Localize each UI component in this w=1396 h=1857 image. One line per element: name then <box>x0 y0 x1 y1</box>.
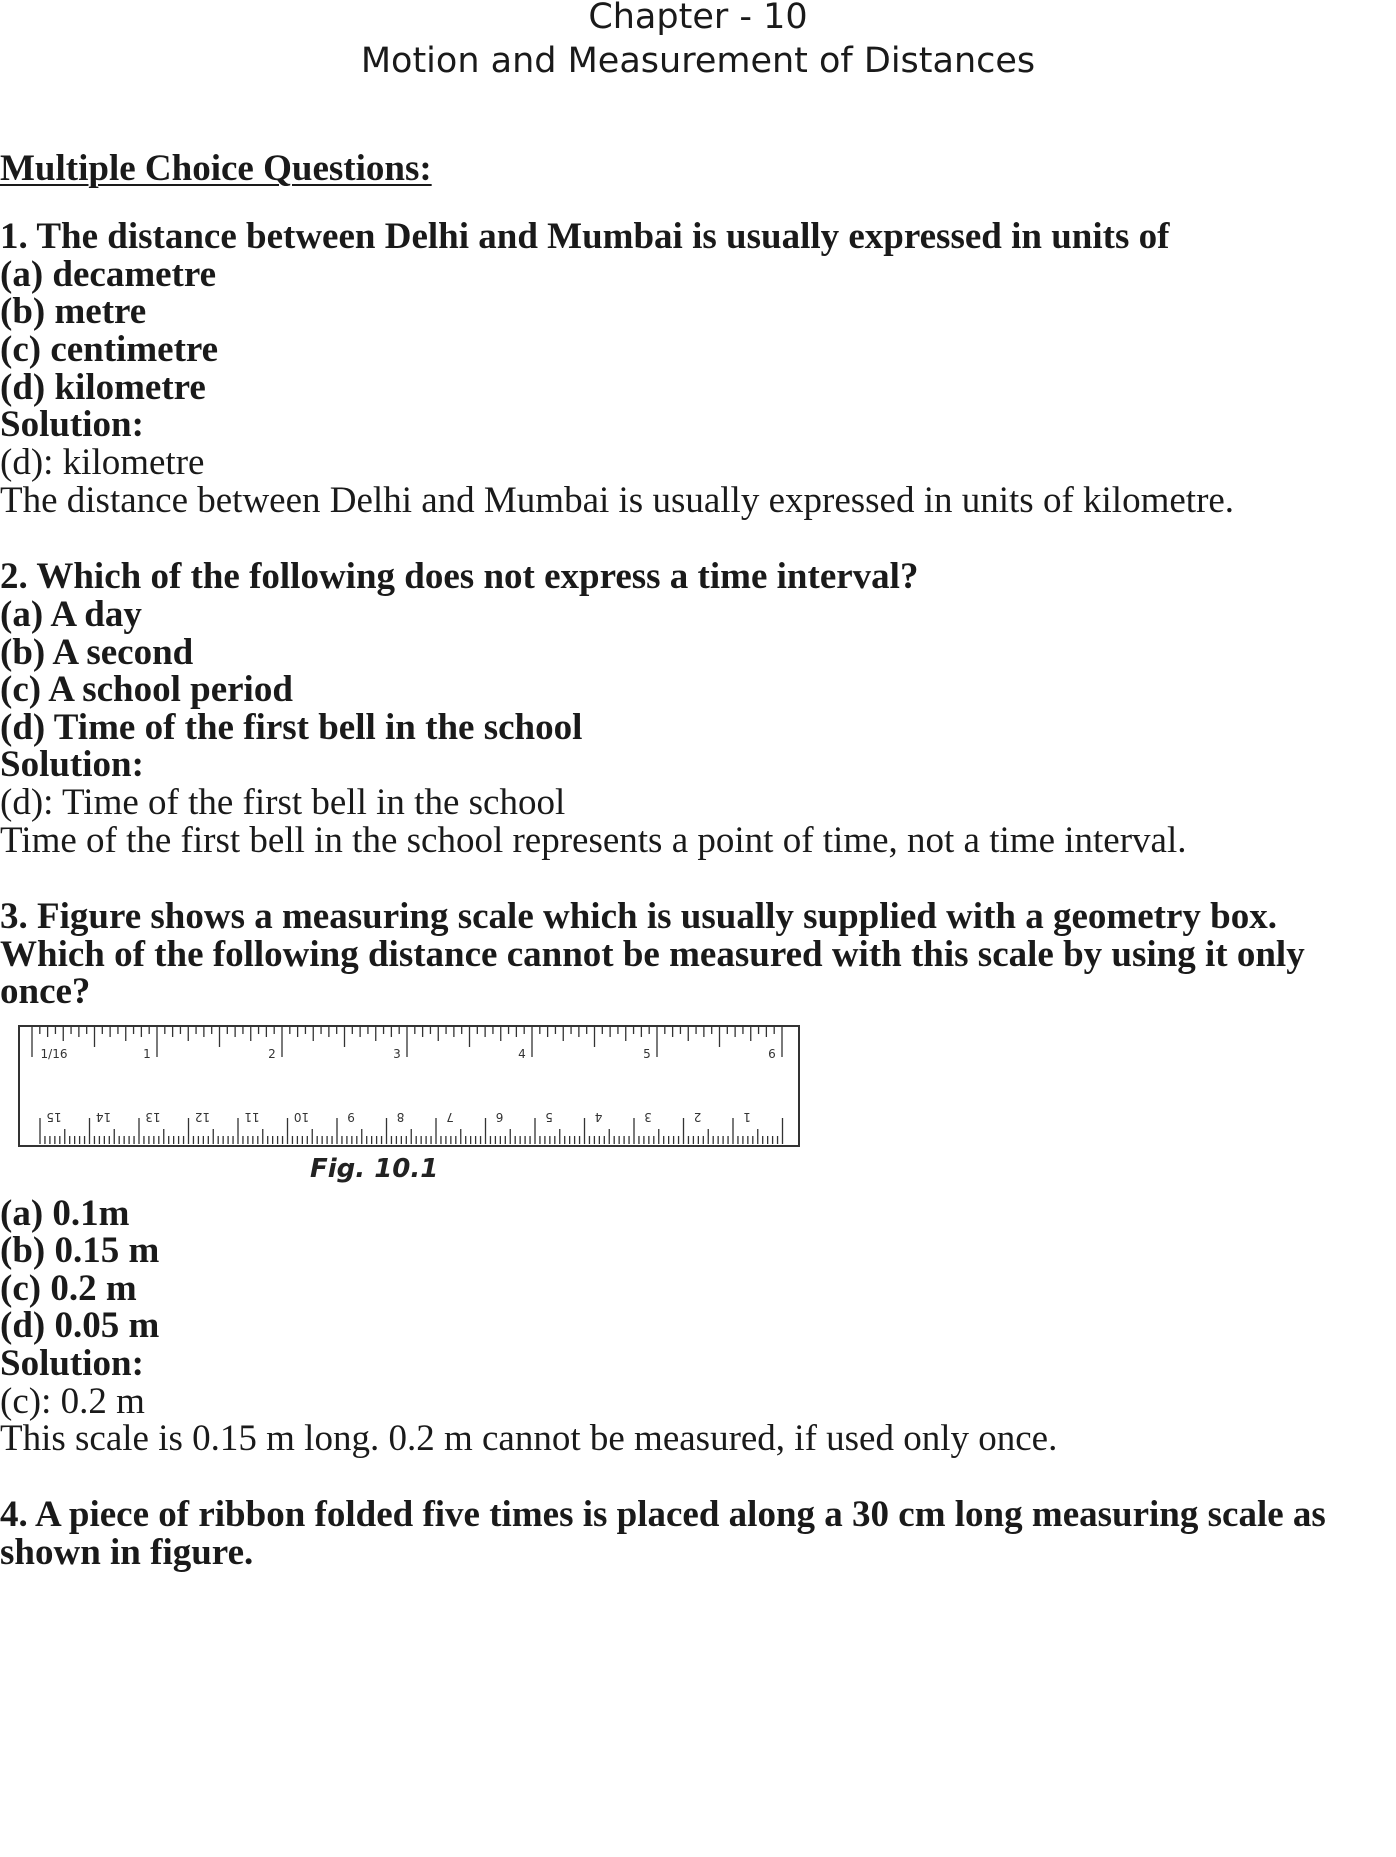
ruler-cm-label: 11 <box>244 1110 260 1124</box>
q2-solution-label: Solution: <box>0 744 144 785</box>
ruler-body <box>19 1026 799 1146</box>
chapter-title: Motion and Measurement of Distances <box>360 41 1036 81</box>
q1-solution-label: Solution: <box>0 404 144 445</box>
q3-explanation: This scale is 0.15 m long. 0.2 m cannot be measured, if used only once. <box>0 1418 1058 1459</box>
q1-answer: (d): kilometre <box>0 442 205 483</box>
ruler-figure <box>18 1025 800 1147</box>
ruler-inch-label: 6 <box>768 1047 776 1061</box>
ruler-cm-label: 4 <box>594 1110 603 1124</box>
q3-answer: (c): 0.2 m <box>0 1381 145 1422</box>
ruler-cm-label: 12 <box>194 1110 211 1124</box>
section-title: Multiple Choice Questions: <box>0 148 432 189</box>
ruler-cm-label: 5 <box>545 1110 553 1124</box>
q3-question-line-1: 3. Figure shows a measuring scale which is usually supplied with a geometry box. <box>0 896 1277 937</box>
q2-option-a: (a) A day <box>0 594 142 635</box>
q1-option-b: (b) metre <box>0 291 147 332</box>
ruler-cm-label: 7 <box>446 1110 454 1124</box>
q2-answer: (d): Time of the first bell in the school <box>0 782 566 823</box>
ruler-cm-label: 13 <box>145 1110 161 1124</box>
q3-option-d: (d) 0.05 m <box>0 1305 160 1346</box>
ruler-inch-label: 1 <box>143 1047 151 1061</box>
q2-option-c: (c) A school period <box>0 669 293 710</box>
q1-option-c: (c) centimetre <box>0 329 219 370</box>
figure-caption: Fig. 10.1 <box>310 1154 439 1184</box>
q2-question: 2. Which of the following does not express a time interval? <box>0 556 919 597</box>
q2-option-b: (b) A second <box>0 632 194 673</box>
ruler-cm-label: 6 <box>495 1110 504 1124</box>
q1-option-d: (d) kilometre <box>0 367 206 408</box>
q1-option-a: (a) decametre <box>0 254 217 295</box>
q1-question: 1. The distance between Delhi and Mumbai is usually expressed in units of <box>0 216 1170 257</box>
q2-explanation: Time of the first bell in the school represents a point of time, not a time interval. <box>0 820 1187 861</box>
ruler-cm-labels <box>46 1110 750 1124</box>
q3-solution-label: Solution: <box>0 1343 144 1384</box>
q4-question-line-1: 4. A piece of ribbon folded five times is placed along a 30 cm long measuring scale as <box>0 1494 1326 1535</box>
ruler-cm-label: 14 <box>95 1110 112 1124</box>
ruler-cm-label: 8 <box>396 1110 405 1124</box>
ruler-inch-label: 4 <box>518 1047 526 1061</box>
ruler-cm-label: 10 <box>293 1110 310 1124</box>
chapter-number: Chapter - 10 <box>588 0 808 37</box>
q4-question-line-2: shown in figure. <box>0 1532 254 1573</box>
ruler-cm-label: 15 <box>46 1110 62 1124</box>
q3-question-line-3: once? <box>0 971 91 1012</box>
ruler-inch-label: 3 <box>393 1047 401 1061</box>
ruler-cm-label: 1 <box>743 1110 751 1124</box>
q3-question-line-2: Which of the following distance cannot be measured with this scale by using it only <box>0 934 1305 975</box>
q3-option-c: (c) 0.2 m <box>0 1268 137 1309</box>
q2-option-d: (d) Time of the first bell in the school <box>0 707 583 748</box>
q3-option-a: (a) 0.1m <box>0 1193 130 1234</box>
ruler-inch-label: 1/16 <box>40 1047 68 1061</box>
q1-explanation: The distance between Delhi and Mumbai is usually expressed in units of kilometre. <box>0 480 1235 521</box>
ruler-inch-label: 2 <box>268 1047 276 1061</box>
q3-option-b: (b) 0.15 m <box>0 1230 160 1271</box>
ruler-cm-label: 2 <box>693 1110 702 1124</box>
ruler-cm-label: 9 <box>347 1110 355 1124</box>
ruler-cm-label: 3 <box>644 1110 652 1124</box>
ruler-inch-label: 5 <box>643 1047 651 1061</box>
